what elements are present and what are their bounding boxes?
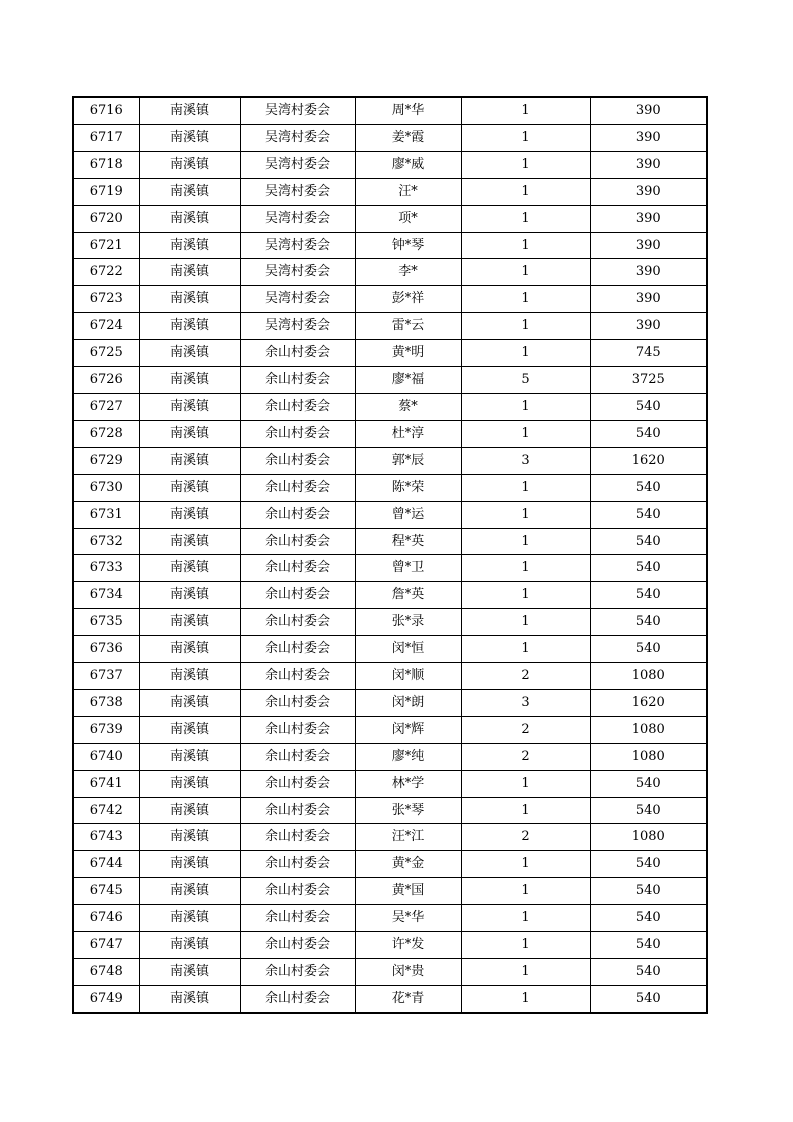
amount-cell: 390 (590, 286, 707, 313)
household-count-cell: 3 (461, 689, 590, 716)
village-committee-cell: 吴湾村委会 (240, 232, 355, 259)
village-committee-cell: 余山村委会 (240, 743, 355, 770)
amount-cell: 540 (590, 501, 707, 528)
household-count-cell: 1 (461, 770, 590, 797)
town-cell: 南溪镇 (139, 259, 240, 286)
household-count-cell: 1 (461, 609, 590, 636)
town-cell: 南溪镇 (139, 151, 240, 178)
person-name-cell: 雷*云 (355, 313, 461, 340)
village-committee-cell: 余山村委会 (240, 824, 355, 851)
person-name-cell: 黄*明 (355, 340, 461, 367)
row-number-cell: 6738 (73, 689, 139, 716)
person-name-cell: 张*琴 (355, 797, 461, 824)
table-row (73, 447, 707, 474)
household-count-cell: 1 (461, 313, 590, 340)
household-count-cell: 1 (461, 851, 590, 878)
row-number-cell: 6732 (73, 528, 139, 555)
amount-cell: 390 (590, 178, 707, 205)
town-cell: 南溪镇 (139, 824, 240, 851)
town-cell: 南溪镇 (139, 905, 240, 932)
amount-cell: 540 (590, 555, 707, 582)
person-name-cell: 蔡* (355, 393, 461, 420)
amount-cell: 1080 (590, 743, 707, 770)
amount-cell: 1620 (590, 689, 707, 716)
person-name-cell: 花*青 (355, 985, 461, 1012)
town-cell: 南溪镇 (139, 770, 240, 797)
table-row (73, 905, 707, 932)
village-committee-cell: 余山村委会 (240, 340, 355, 367)
row-number-cell: 6723 (73, 286, 139, 313)
village-committee-cell: 余山村委会 (240, 851, 355, 878)
village-committee-cell: 余山村委会 (240, 636, 355, 663)
town-cell: 南溪镇 (139, 959, 240, 986)
table-row (73, 824, 707, 851)
row-number-cell: 6717 (73, 124, 139, 151)
amount-cell: 3725 (590, 367, 707, 394)
row-number-cell: 6744 (73, 851, 139, 878)
table-row (73, 878, 707, 905)
village-committee-cell: 余山村委会 (240, 474, 355, 501)
row-number-cell: 6747 (73, 932, 139, 959)
row-number-cell: 6716 (73, 97, 139, 124)
village-committee-cell: 吴湾村委会 (240, 313, 355, 340)
row-number-cell: 6720 (73, 205, 139, 232)
town-cell: 南溪镇 (139, 313, 240, 340)
table-row (73, 528, 707, 555)
household-count-cell: 1 (461, 393, 590, 420)
person-name-cell: 李* (355, 259, 461, 286)
table-row (73, 797, 707, 824)
village-committee-cell: 余山村委会 (240, 878, 355, 905)
person-name-cell: 黄*国 (355, 878, 461, 905)
household-count-cell: 1 (461, 340, 590, 367)
table-row (73, 313, 707, 340)
village-committee-cell: 余山村委会 (240, 716, 355, 743)
amount-cell: 540 (590, 878, 707, 905)
row-number-cell: 6718 (73, 151, 139, 178)
town-cell: 南溪镇 (139, 474, 240, 501)
amount-cell: 390 (590, 97, 707, 124)
town-cell: 南溪镇 (139, 124, 240, 151)
person-name-cell: 程*英 (355, 528, 461, 555)
amount-cell: 540 (590, 770, 707, 797)
amount-cell: 1080 (590, 663, 707, 690)
table-row (73, 582, 707, 609)
table-row (73, 501, 707, 528)
row-number-cell: 6724 (73, 313, 139, 340)
row-number-cell: 6741 (73, 770, 139, 797)
household-count-cell: 1 (461, 501, 590, 528)
table-row (73, 689, 707, 716)
village-committee-cell: 吴湾村委会 (240, 205, 355, 232)
town-cell: 南溪镇 (139, 582, 240, 609)
amount-cell: 390 (590, 313, 707, 340)
table-row (73, 770, 707, 797)
person-name-cell: 姜*霞 (355, 124, 461, 151)
table-row (73, 286, 707, 313)
records-table-body (73, 97, 707, 1013)
town-cell: 南溪镇 (139, 528, 240, 555)
table-row (73, 555, 707, 582)
row-number-cell: 6748 (73, 959, 139, 986)
person-name-cell: 闵*辉 (355, 716, 461, 743)
row-number-cell: 6728 (73, 420, 139, 447)
table-row (73, 474, 707, 501)
amount-cell: 540 (590, 393, 707, 420)
table-row (73, 420, 707, 447)
household-count-cell: 2 (461, 663, 590, 690)
village-committee-cell: 吴湾村委会 (240, 124, 355, 151)
row-number-cell: 6719 (73, 178, 139, 205)
row-number-cell: 6721 (73, 232, 139, 259)
row-number-cell: 6743 (73, 824, 139, 851)
amount-cell: 1080 (590, 824, 707, 851)
village-committee-cell: 余山村委会 (240, 555, 355, 582)
village-committee-cell: 余山村委会 (240, 959, 355, 986)
person-name-cell: 闵*朗 (355, 689, 461, 716)
town-cell: 南溪镇 (139, 555, 240, 582)
amount-cell: 540 (590, 932, 707, 959)
table-row (73, 178, 707, 205)
row-number-cell: 6722 (73, 259, 139, 286)
village-committee-cell: 余山村委会 (240, 582, 355, 609)
table-row (73, 636, 707, 663)
row-number-cell: 6730 (73, 474, 139, 501)
table-row (73, 663, 707, 690)
town-cell: 南溪镇 (139, 286, 240, 313)
village-committee-cell: 余山村委会 (240, 689, 355, 716)
town-cell: 南溪镇 (139, 716, 240, 743)
town-cell: 南溪镇 (139, 97, 240, 124)
town-cell: 南溪镇 (139, 797, 240, 824)
amount-cell: 540 (590, 959, 707, 986)
amount-cell: 540 (590, 528, 707, 555)
row-number-cell: 6731 (73, 501, 139, 528)
person-name-cell: 闵*贵 (355, 959, 461, 986)
person-name-cell: 陈*荣 (355, 474, 461, 501)
table-row (73, 151, 707, 178)
table-row (73, 851, 707, 878)
household-count-cell: 2 (461, 743, 590, 770)
row-number-cell: 6745 (73, 878, 139, 905)
person-name-cell: 林*学 (355, 770, 461, 797)
amount-cell: 390 (590, 124, 707, 151)
row-number-cell: 6727 (73, 393, 139, 420)
amount-cell: 390 (590, 232, 707, 259)
table-row (73, 367, 707, 394)
town-cell: 南溪镇 (139, 609, 240, 636)
amount-cell: 1620 (590, 447, 707, 474)
table-row (73, 959, 707, 986)
village-committee-cell: 吴湾村委会 (240, 151, 355, 178)
household-count-cell: 5 (461, 367, 590, 394)
village-committee-cell: 余山村委会 (240, 528, 355, 555)
table-row (73, 716, 707, 743)
person-name-cell: 周*华 (355, 97, 461, 124)
town-cell: 南溪镇 (139, 178, 240, 205)
table-row (73, 124, 707, 151)
household-count-cell: 1 (461, 797, 590, 824)
household-count-cell: 2 (461, 716, 590, 743)
person-name-cell: 闵*顺 (355, 663, 461, 690)
village-committee-cell: 余山村委会 (240, 770, 355, 797)
household-count-cell: 1 (461, 905, 590, 932)
household-count-cell: 1 (461, 582, 590, 609)
person-name-cell: 彭*祥 (355, 286, 461, 313)
person-name-cell: 黄*金 (355, 851, 461, 878)
household-count-cell: 1 (461, 636, 590, 663)
village-committee-cell: 吴湾村委会 (240, 286, 355, 313)
amount-cell: 390 (590, 151, 707, 178)
village-committee-cell: 余山村委会 (240, 420, 355, 447)
household-count-cell: 1 (461, 97, 590, 124)
amount-cell: 540 (590, 797, 707, 824)
amount-cell: 390 (590, 205, 707, 232)
town-cell: 南溪镇 (139, 232, 240, 259)
person-name-cell: 郭*辰 (355, 447, 461, 474)
town-cell: 南溪镇 (139, 447, 240, 474)
table-row (73, 97, 707, 124)
town-cell: 南溪镇 (139, 636, 240, 663)
village-committee-cell: 余山村委会 (240, 932, 355, 959)
amount-cell: 1080 (590, 716, 707, 743)
village-committee-cell: 吴湾村委会 (240, 259, 355, 286)
row-number-cell: 6733 (73, 555, 139, 582)
amount-cell: 540 (590, 609, 707, 636)
table-row (73, 205, 707, 232)
row-number-cell: 6740 (73, 743, 139, 770)
table-row (73, 232, 707, 259)
person-name-cell: 曾*运 (355, 501, 461, 528)
town-cell: 南溪镇 (139, 851, 240, 878)
records-table (72, 96, 708, 1014)
row-number-cell: 6726 (73, 367, 139, 394)
table-row (73, 932, 707, 959)
person-name-cell: 汪*江 (355, 824, 461, 851)
row-number-cell: 6739 (73, 716, 139, 743)
household-count-cell: 1 (461, 259, 590, 286)
household-count-cell: 1 (461, 286, 590, 313)
household-count-cell: 1 (461, 555, 590, 582)
row-number-cell: 6734 (73, 582, 139, 609)
person-name-cell: 吴*华 (355, 905, 461, 932)
table-row (73, 259, 707, 286)
village-committee-cell: 余山村委会 (240, 393, 355, 420)
household-count-cell: 1 (461, 178, 590, 205)
person-name-cell: 廖*威 (355, 151, 461, 178)
town-cell: 南溪镇 (139, 985, 240, 1012)
person-name-cell: 张*录 (355, 609, 461, 636)
person-name-cell: 钟*琴 (355, 232, 461, 259)
table-row (73, 985, 707, 1012)
village-committee-cell: 余山村委会 (240, 663, 355, 690)
row-number-cell: 6737 (73, 663, 139, 690)
household-count-cell: 1 (461, 124, 590, 151)
village-committee-cell: 余山村委会 (240, 797, 355, 824)
amount-cell: 540 (590, 851, 707, 878)
town-cell: 南溪镇 (139, 420, 240, 447)
amount-cell: 540 (590, 474, 707, 501)
village-committee-cell: 余山村委会 (240, 985, 355, 1012)
household-count-cell: 1 (461, 959, 590, 986)
person-name-cell: 闵*恒 (355, 636, 461, 663)
person-name-cell: 汪* (355, 178, 461, 205)
town-cell: 南溪镇 (139, 205, 240, 232)
amount-cell: 745 (590, 340, 707, 367)
table-row (73, 609, 707, 636)
amount-cell: 390 (590, 259, 707, 286)
person-name-cell: 许*发 (355, 932, 461, 959)
amount-cell: 540 (590, 985, 707, 1012)
household-count-cell: 1 (461, 151, 590, 178)
household-count-cell: 2 (461, 824, 590, 851)
table-row (73, 393, 707, 420)
town-cell: 南溪镇 (139, 663, 240, 690)
village-committee-cell: 余山村委会 (240, 609, 355, 636)
row-number-cell: 6746 (73, 905, 139, 932)
row-number-cell: 6742 (73, 797, 139, 824)
household-count-cell: 1 (461, 528, 590, 555)
household-count-cell: 1 (461, 878, 590, 905)
town-cell: 南溪镇 (139, 393, 240, 420)
person-name-cell: 杜*淳 (355, 420, 461, 447)
town-cell: 南溪镇 (139, 689, 240, 716)
village-committee-cell: 吴湾村委会 (240, 97, 355, 124)
household-count-cell: 1 (461, 420, 590, 447)
row-number-cell: 6735 (73, 609, 139, 636)
amount-cell: 540 (590, 636, 707, 663)
household-count-cell: 1 (461, 985, 590, 1012)
town-cell: 南溪镇 (139, 501, 240, 528)
row-number-cell: 6729 (73, 447, 139, 474)
town-cell: 南溪镇 (139, 743, 240, 770)
town-cell: 南溪镇 (139, 367, 240, 394)
village-committee-cell: 余山村委会 (240, 905, 355, 932)
table-row (73, 743, 707, 770)
household-count-cell: 1 (461, 932, 590, 959)
household-count-cell: 1 (461, 232, 590, 259)
row-number-cell: 6736 (73, 636, 139, 663)
village-committee-cell: 余山村委会 (240, 501, 355, 528)
person-name-cell: 曾*卫 (355, 555, 461, 582)
row-number-cell: 6749 (73, 985, 139, 1012)
town-cell: 南溪镇 (139, 932, 240, 959)
village-committee-cell: 余山村委会 (240, 367, 355, 394)
amount-cell: 540 (590, 582, 707, 609)
row-number-cell: 6725 (73, 340, 139, 367)
person-name-cell: 廖*福 (355, 367, 461, 394)
person-name-cell: 项* (355, 205, 461, 232)
table-row (73, 340, 707, 367)
town-cell: 南溪镇 (139, 340, 240, 367)
household-count-cell: 1 (461, 205, 590, 232)
person-name-cell: 詹*英 (355, 582, 461, 609)
person-name-cell: 廖*纯 (355, 743, 461, 770)
household-count-cell: 3 (461, 447, 590, 474)
village-committee-cell: 余山村委会 (240, 447, 355, 474)
amount-cell: 540 (590, 905, 707, 932)
village-committee-cell: 吴湾村委会 (240, 178, 355, 205)
household-count-cell: 1 (461, 474, 590, 501)
town-cell: 南溪镇 (139, 878, 240, 905)
amount-cell: 540 (590, 420, 707, 447)
